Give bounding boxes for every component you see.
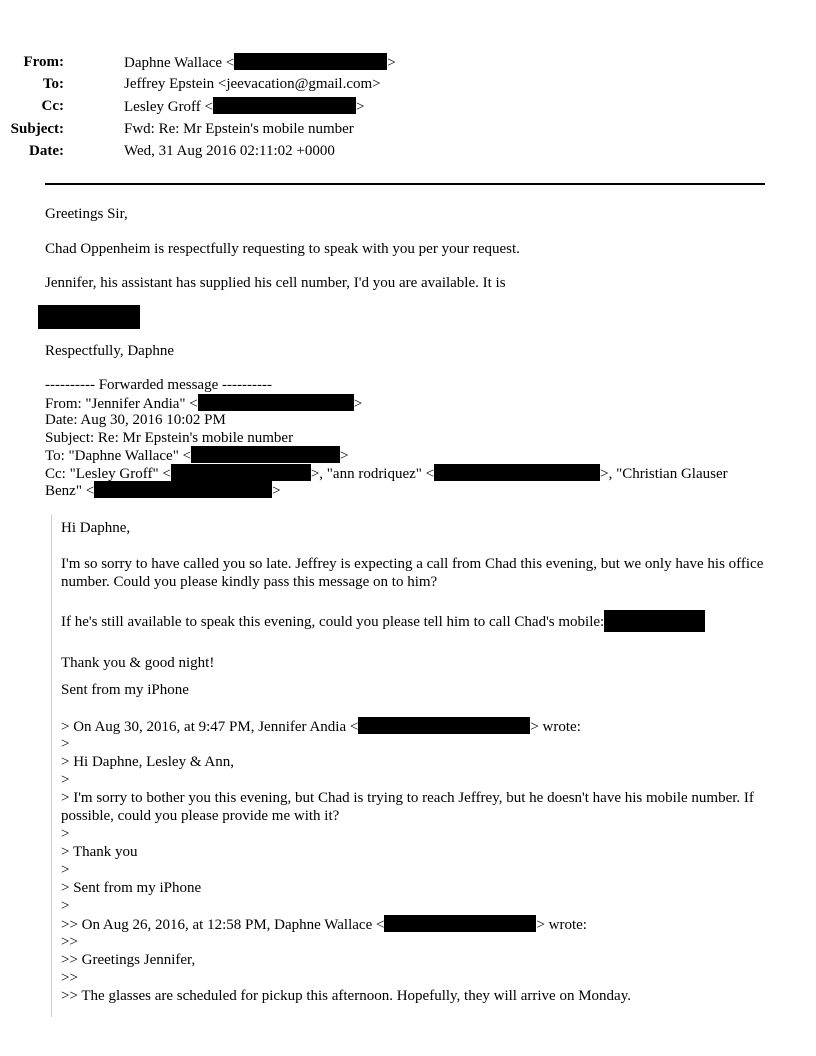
from-value (124, 53, 396, 72)
redaction-box (358, 717, 530, 734)
cc-value (124, 97, 364, 116)
cc-name: Lesley Groff < (124, 99, 213, 115)
forwarded-cc-mid2: >, "Christian Glauser (600, 465, 728, 482)
forwarded-from-suffix: > (353, 395, 363, 412)
header-cc-row (0, 97, 760, 119)
quoted-line-prefix: > On Aug 30, 2016, at 9:47 PM, Jennifer Andia < (61, 719, 359, 735)
forwarded-from-prefix: From: "Jennifer Andia" < (45, 395, 198, 412)
to-label: To: (42, 76, 64, 92)
quoted-line-prefix: >> On Aug 26, 2016, at 12:58 PM, Daphne Wallace < (61, 917, 385, 933)
forwarded-cc-prefix: Cc: "Lesley Groff" < (45, 465, 171, 482)
quoted-line: > (61, 772, 70, 788)
quoted-sent: Sent from my iPhone (61, 682, 189, 698)
forwarded-cc (45, 464, 775, 482)
redaction-box (604, 610, 705, 632)
date-label: Date: (29, 143, 64, 159)
body-signoff: Respectfully, Daphne (45, 343, 174, 359)
body-line-1: Chad Oppenheim is respectfully requesting to speak with you per your request. (45, 241, 520, 257)
subject-value: Fwd: Re: Mr Epstein's mobile number (124, 121, 354, 137)
quoted-line: > (61, 736, 70, 752)
quoted-line: > (61, 862, 70, 878)
forwarded-cc-line2-prefix: Benz" < (45, 483, 95, 499)
quoted-line: >> The glasses are scheduled for pickup this afternoon. Hopefully, they will arrive on Monday. (61, 988, 631, 1004)
quoted-line: >> (61, 970, 78, 986)
forwarded-date: Date: Aug 30, 2016 10:02 PM (45, 412, 226, 428)
quoted-line: > I'm sorry to bother you this evening, but Chad is trying to reach Jeffrey, but he doesn't have his mobile number. If possible, could you please provide me with it? (61, 790, 754, 824)
quoted-thanks: Thank you & good night! (61, 655, 215, 671)
redaction-box (171, 464, 311, 481)
quoted-hi: Hi Daphne, (61, 520, 131, 536)
quoted-message (51, 515, 782, 1017)
redaction-box (38, 305, 140, 329)
body-line-2: Jennifer, his assistant has supplied his cell number, I'd you are available. It is (45, 275, 506, 291)
redaction-box (384, 915, 536, 932)
forwarded-header (45, 376, 775, 499)
quoted-line: >> (61, 934, 78, 950)
quoted-para-2-text: If he's still available to speak this evening, could you please tell him to call Chad's mobile: (61, 614, 605, 630)
quoted-line: > Sent from my iPhone (61, 880, 202, 896)
redaction-box (234, 53, 387, 70)
forwarded-from (45, 394, 775, 412)
forwarded-cc-cont (45, 481, 775, 499)
from-name: Daphne Wallace < (124, 55, 235, 71)
quoted-line: > (61, 898, 70, 914)
forwarded-to (45, 446, 775, 464)
quoted-line-suffix: > wrote: (530, 719, 581, 735)
quoted-line (61, 717, 773, 735)
subject-label: Subject: (10, 121, 64, 137)
forwarded-subject: Subject: Re: Mr Epstein's mobile number (45, 429, 294, 446)
redaction-box (434, 464, 600, 481)
redaction-box (198, 394, 354, 411)
quoted-para-2 (61, 610, 773, 628)
redaction-box (94, 481, 272, 498)
from-close: > (387, 55, 396, 71)
to-value[interactable]: Jeffrey Epstein <jeevacation@gmail.com> (124, 76, 381, 92)
quoted-line-suffix: > wrote: (536, 917, 587, 933)
header-to-row (0, 75, 760, 97)
quoted-para-1: I'm so sorry to have called you so late. Jeffrey is expecting a call from Chad this evening, but we only have his office number. Could you please kindly pass this message on to him? (61, 556, 764, 590)
quoted-line (61, 915, 773, 933)
quoted-line: >> Greetings Jennifer, (61, 952, 196, 968)
header-subject-row (0, 120, 760, 142)
header-divider (45, 183, 765, 185)
forwarded-to-suffix: > (340, 448, 349, 464)
forwarded-to-prefix: To: "Daphne Wallace" < (45, 448, 192, 464)
cc-label: Cc: (41, 98, 64, 114)
quoted-line: > Hi Daphne, Lesley & Ann, (61, 754, 235, 770)
redaction-box (213, 97, 356, 114)
cc-close: > (356, 99, 365, 115)
quoted-line: > Thank you (61, 844, 138, 860)
forwarded-cc-line2-suffix: > (272, 483, 281, 499)
date-value: Wed, 31 Aug 2016 02:11:02 +0000 (124, 143, 335, 159)
body-greeting: Greetings Sir, (45, 206, 128, 222)
quoted-line: > (61, 826, 70, 842)
header-from-row (0, 53, 760, 75)
header-date-row (0, 142, 760, 164)
forwarded-cc-mid1: >, "ann rodriquez" < (310, 465, 435, 482)
forwarded-separator: ---------- Forwarded message ---------- (45, 377, 272, 393)
redaction-box (191, 446, 340, 463)
from-label: From: (23, 54, 64, 70)
